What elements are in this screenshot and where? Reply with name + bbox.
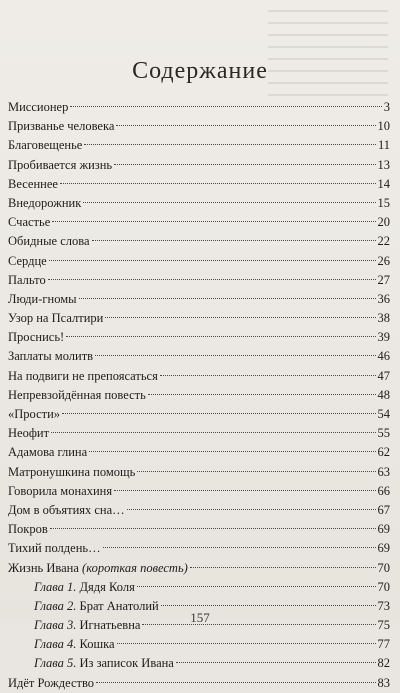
- toc-entry: [8, 98, 390, 117]
- toc-page-number: 69: [377, 522, 390, 537]
- toc-page-number: 70: [377, 579, 390, 594]
- entry-text: Идёт Рождество: [8, 675, 95, 690]
- dot-leader: [148, 394, 376, 395]
- toc-entry: [8, 539, 390, 558]
- entry-text: Заплаты молитв: [8, 349, 94, 364]
- dot-leader: [137, 586, 376, 587]
- page-title: Содержание: [132, 58, 268, 84]
- toc-entry: [8, 386, 390, 405]
- dot-leader: [96, 682, 375, 683]
- toc-entry-title: [8, 175, 58, 194]
- entry-text: Игнатьевна: [79, 618, 141, 633]
- dot-leader: [66, 336, 375, 337]
- chapter-prefix: Глава 4.: [34, 637, 77, 652]
- entry-text: Покров: [8, 522, 48, 537]
- entry-note: (короткая повесть): [82, 560, 188, 575]
- chapter-prefix: Глава 2.: [34, 598, 77, 613]
- toc-entry-title: [8, 271, 46, 290]
- toc-page-number: 69: [377, 541, 390, 556]
- entry-text: Кошка: [79, 637, 115, 652]
- toc-entry: [8, 213, 390, 232]
- entry-text: Призванье человека: [8, 119, 115, 134]
- entry-text: Дом в объятиях сна…: [8, 502, 125, 517]
- dot-leader: [190, 567, 376, 568]
- toc-page-number: 20: [377, 215, 390, 230]
- toc-entry-title: [8, 482, 112, 501]
- dot-leader: [83, 202, 375, 203]
- toc-entry: [8, 501, 390, 520]
- dot-leader: [127, 509, 376, 510]
- dot-leader: [50, 528, 376, 529]
- dot-leader: [95, 355, 375, 356]
- toc-entry: [8, 156, 390, 175]
- dot-leader: [70, 106, 381, 107]
- toc-entry-title: [8, 443, 87, 462]
- toc-page-number: 10: [377, 119, 390, 134]
- entry-text: Пальто: [8, 272, 46, 287]
- chapter-prefix: Глава 5.: [34, 656, 77, 671]
- dot-leader: [84, 144, 376, 145]
- toc-entry-title: [8, 674, 94, 693]
- entry-text: Счастье: [8, 215, 51, 230]
- dot-leader: [161, 605, 376, 606]
- toc-entry-title: [8, 252, 47, 271]
- toc-page-number: 11: [377, 138, 390, 153]
- toc-entry: [8, 328, 390, 347]
- toc-page-number: 66: [377, 483, 390, 498]
- table-of-contents: [8, 98, 390, 693]
- toc-entry-title: [8, 213, 50, 232]
- chapter-prefix: Глава 1.: [34, 579, 77, 594]
- toc-entry: [8, 309, 390, 328]
- entry-text: Брат Анатолий: [79, 598, 159, 613]
- toc-entry-title: [8, 309, 103, 328]
- toc-entry-title: [8, 117, 114, 136]
- toc-entry: [8, 482, 390, 501]
- toc-entry: [8, 290, 390, 309]
- toc-entry: [8, 347, 390, 366]
- dot-leader: [62, 413, 375, 414]
- toc-page-number: 46: [377, 349, 390, 364]
- toc-entry-title: [34, 578, 135, 597]
- entry-text: На подвиги не препоясаться: [8, 368, 158, 383]
- toc-entry-title: [8, 98, 68, 117]
- toc-entry: [8, 405, 390, 424]
- entry-text: Из записок Ивана: [79, 656, 174, 671]
- toc-entry: [8, 367, 390, 386]
- entry-text: Матронушкина помощь: [8, 464, 136, 479]
- toc-entry: [8, 674, 390, 693]
- page-number: 157: [190, 610, 210, 625]
- toc-entry-title: [8, 290, 77, 309]
- entry-text: Непревзойдённая повесть: [8, 387, 146, 402]
- toc-entry: [8, 520, 390, 539]
- entry-text: Весеннее: [8, 176, 58, 191]
- toc-page-number: 75: [377, 618, 390, 633]
- toc-entry: [8, 463, 390, 482]
- entry-text: Проснись!: [8, 330, 65, 345]
- toc-entry-title: [8, 405, 60, 424]
- dot-leader: [48, 279, 376, 280]
- entry-text: Жизнь Ивана: [8, 560, 79, 575]
- entry-text: Дядя Коля: [79, 579, 135, 594]
- toc-page-number: 67: [377, 502, 390, 517]
- toc-entry: [8, 443, 390, 462]
- entry-text: Адамова глина: [8, 445, 88, 460]
- dot-leader: [103, 547, 376, 548]
- toc-entry-title: [8, 386, 146, 405]
- dot-leader: [116, 125, 375, 126]
- toc-entry-title: [8, 539, 101, 558]
- toc-page-number: 70: [377, 560, 390, 575]
- entry-text: Внедорожник: [8, 195, 82, 210]
- entry-text: Узор на Псалтири: [8, 311, 104, 326]
- dot-leader: [51, 432, 375, 433]
- entry-text: Неофит: [8, 426, 50, 441]
- toc-subentry: [8, 578, 390, 597]
- toc-page-number: 55: [377, 426, 390, 441]
- toc-page-number: 62: [377, 445, 390, 460]
- dot-leader: [137, 471, 375, 472]
- toc-page-number: 22: [377, 234, 390, 249]
- entry-text: Люди-гномы: [8, 291, 77, 306]
- toc-page-number: 54: [377, 407, 390, 421]
- toc-entry-title: [8, 463, 135, 482]
- toc-page-number: 48: [377, 387, 390, 402]
- toc-entry: [8, 424, 390, 443]
- dot-leader: [79, 298, 376, 299]
- toc-entry: [8, 117, 390, 136]
- entry-text: Обидные слова: [8, 234, 90, 249]
- entry-text: Сердце: [8, 253, 47, 268]
- entry-text: Пробивается жизнь: [8, 157, 113, 172]
- toc-entry-title: [8, 136, 82, 155]
- dot-leader: [49, 260, 376, 261]
- dot-leader: [176, 662, 376, 663]
- toc-entry-title: [8, 156, 112, 175]
- toc-page-number: 15: [377, 195, 390, 210]
- toc-entry-title: [34, 654, 174, 673]
- toc-entry: [8, 194, 390, 213]
- toc-subentry: [8, 635, 390, 654]
- toc-entry: [8, 252, 390, 271]
- dot-leader: [52, 221, 375, 222]
- toc-page-number: 63: [377, 464, 390, 479]
- toc-entry-title: [8, 194, 81, 213]
- bleed-through-text: [268, 10, 388, 100]
- toc-page-number: 73: [377, 598, 390, 613]
- dot-leader: [89, 451, 375, 452]
- toc-entry-title: [8, 232, 90, 251]
- toc-entry: [8, 271, 390, 290]
- dot-leader: [60, 183, 376, 184]
- dot-leader: [114, 164, 375, 165]
- toc-page-number: 47: [377, 368, 390, 383]
- dot-leader: [92, 240, 376, 241]
- dot-leader: [117, 643, 376, 644]
- entry-text: Миссионер: [8, 100, 69, 114]
- toc-page-number: 77: [377, 637, 390, 652]
- toc-entry: [8, 136, 390, 155]
- toc-entry-title: [8, 367, 158, 386]
- toc-page-number: 38: [377, 311, 390, 326]
- entry-text: «Прости»: [8, 407, 61, 421]
- toc-page-number: 26: [377, 253, 390, 268]
- dot-leader: [160, 375, 376, 376]
- entry-text: Говорила монахиня: [8, 483, 113, 498]
- toc-page-number: 83: [377, 675, 390, 690]
- dot-leader: [105, 317, 375, 318]
- toc-page-number: 3: [383, 100, 390, 114]
- toc-entry: [8, 232, 390, 251]
- toc-page-number: 39: [377, 330, 390, 345]
- entry-text: Благовещенье: [8, 138, 83, 153]
- dot-leader: [114, 490, 375, 491]
- toc-entry-title: [8, 559, 188, 578]
- toc-subentry: [8, 654, 390, 673]
- toc-entry-title: [8, 501, 125, 520]
- toc-page-number: 36: [377, 291, 390, 306]
- toc-entry-title: [34, 635, 115, 654]
- toc-page-number: 13: [377, 157, 390, 172]
- toc-entry: [8, 175, 390, 194]
- toc-page-number: 14: [377, 176, 390, 191]
- toc-entry: [8, 559, 390, 578]
- toc-entry-title: [8, 347, 93, 366]
- toc-entry-title: [8, 328, 64, 347]
- chapter-prefix: Глава 3.: [34, 618, 77, 633]
- entry-text: Тихий полдень…: [8, 541, 101, 556]
- toc-page-number: 82: [377, 656, 390, 671]
- toc-page-number: 27: [377, 272, 390, 287]
- toc-entry-title: [8, 520, 48, 539]
- toc-entry-title: [8, 424, 49, 443]
